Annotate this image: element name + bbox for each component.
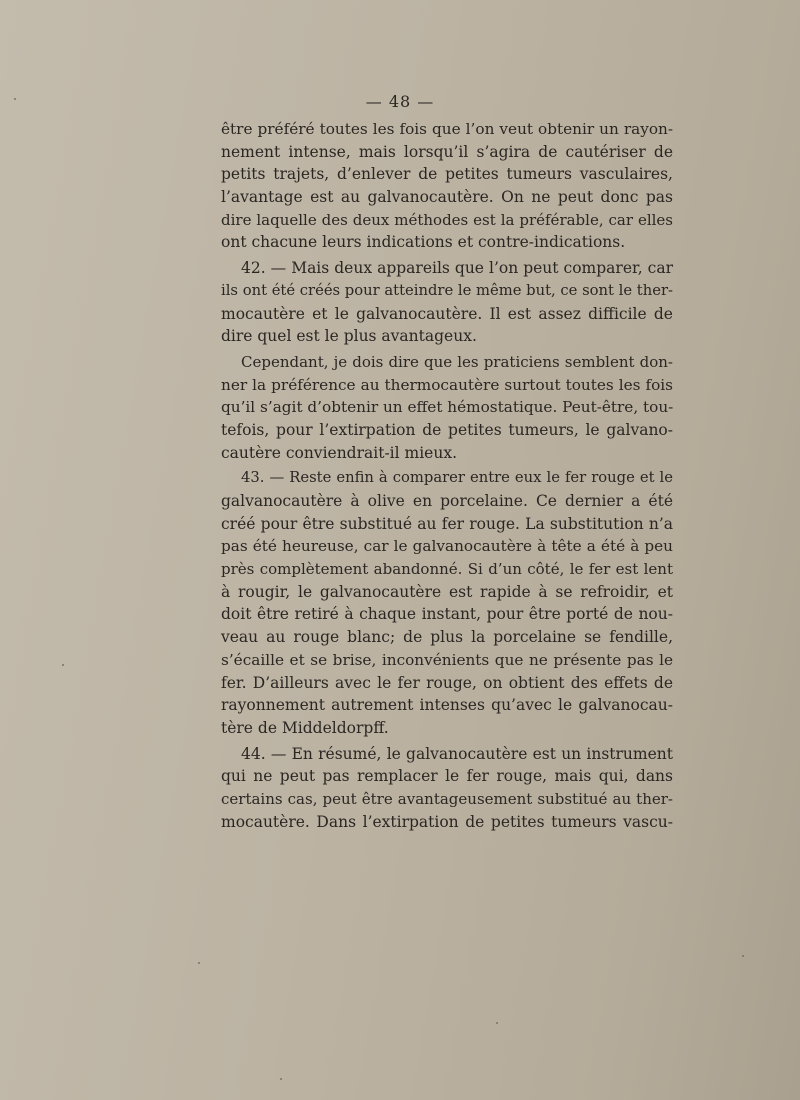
- text-line: tefois, pour l’extirpation de petites tumeurs, le galvano-: [221, 420, 673, 439]
- text-line: ner la préférence au thermocautère surtout toutes les fois: [221, 375, 673, 394]
- text-line: ils ont été créés pour atteindre le même but, ce sont le ther-: [221, 281, 673, 299]
- text-line: petits trajets, d’enlever de petites tumeurs vasculaires,: [221, 165, 673, 184]
- text-line: dire quel est le plus avantageux.: [221, 327, 477, 346]
- text-line: certains cas, peut être avantageusement substitué au ther-: [221, 789, 673, 808]
- text-line: 44. — En résumé, le galvanocautère est un instrument: [241, 744, 673, 763]
- text-line: cautère conviendrait-il mieux.: [221, 443, 457, 462]
- body-text: [221, 118, 673, 833]
- paper-speck: [62, 664, 64, 666]
- text-line: Cependant, je dois dire que les praticiens semblent don-: [241, 352, 673, 371]
- paper-speck: [198, 962, 200, 964]
- text-line: créé pour être substitué au fer rouge. La substitution n’a: [221, 514, 673, 533]
- text-line: doit être retiré à chaque instant, pour être porté de nou-: [221, 605, 673, 624]
- text-line: être préféré toutes les fois que l’on veut obtenir un rayon-: [221, 120, 673, 138]
- text-line: ont chacune leurs indications et contre-indications.: [221, 233, 626, 252]
- text-line: galvanocautère à olive en porcelaine. Ce dernier a été: [221, 492, 673, 510]
- paragraph: [221, 467, 673, 739]
- text-line: mocautère et le galvanocautère. Il est assez difficile de: [221, 304, 673, 323]
- paragraph: [221, 351, 673, 464]
- text-line: s’écaille et se brise, inconvénients que ne présente pas le: [221, 650, 673, 669]
- text-line: fer. D’ailleurs avec le fer rouge, on obtient des effets de: [221, 673, 673, 692]
- text-line: 43. — Reste enfin à comparer entre eux le fer rouge et le: [241, 469, 673, 487]
- text-line: près complètement abandonné. Si d’un côté, le fer est lent: [221, 560, 673, 579]
- text-line: qui ne peut pas remplacer le fer rouge, mais qui, dans: [221, 767, 673, 786]
- text-line: veau au rouge blanc; de plus la porcelaine se fendille,: [221, 628, 673, 647]
- text-line: mocautère. Dans l’extirpation de petites tumeurs vascu-: [221, 812, 673, 831]
- text-line: pas été heureuse, car le galvanocautère à tête a été à peu: [221, 537, 673, 556]
- page-number: — 48 —: [365, 92, 435, 111]
- paragraph: [221, 257, 673, 348]
- text-line: l’avantage est au galvanocautère. On ne peut donc pas: [221, 188, 673, 207]
- paper-speck: [496, 1022, 498, 1024]
- paper-speck: [14, 98, 16, 100]
- text-line: dire laquelle des deux méthodes est la préférable, car elles: [221, 210, 673, 229]
- paper-speck: [742, 955, 744, 957]
- text-line: rayonnement autrement intenses qu’avec le galvanocau-: [221, 696, 673, 715]
- text-line: qu’il s’agit d’obtenir un effet hémostatique. Peut-être, tou-: [221, 398, 674, 417]
- text-line: tère de Middeldorpff.: [221, 718, 389, 737]
- paragraph: [221, 743, 673, 834]
- paragraph: [221, 118, 673, 254]
- text-line: 42. — Mais deux appareils que l’on peut comparer, car: [241, 259, 673, 278]
- paper-speck: [280, 1078, 282, 1080]
- text-line: à rougir, le galvanocautère est rapide à se refroidir, et: [221, 582, 673, 601]
- text-line: nement intense, mais lorsqu’il s’agira de cautériser de: [221, 142, 673, 161]
